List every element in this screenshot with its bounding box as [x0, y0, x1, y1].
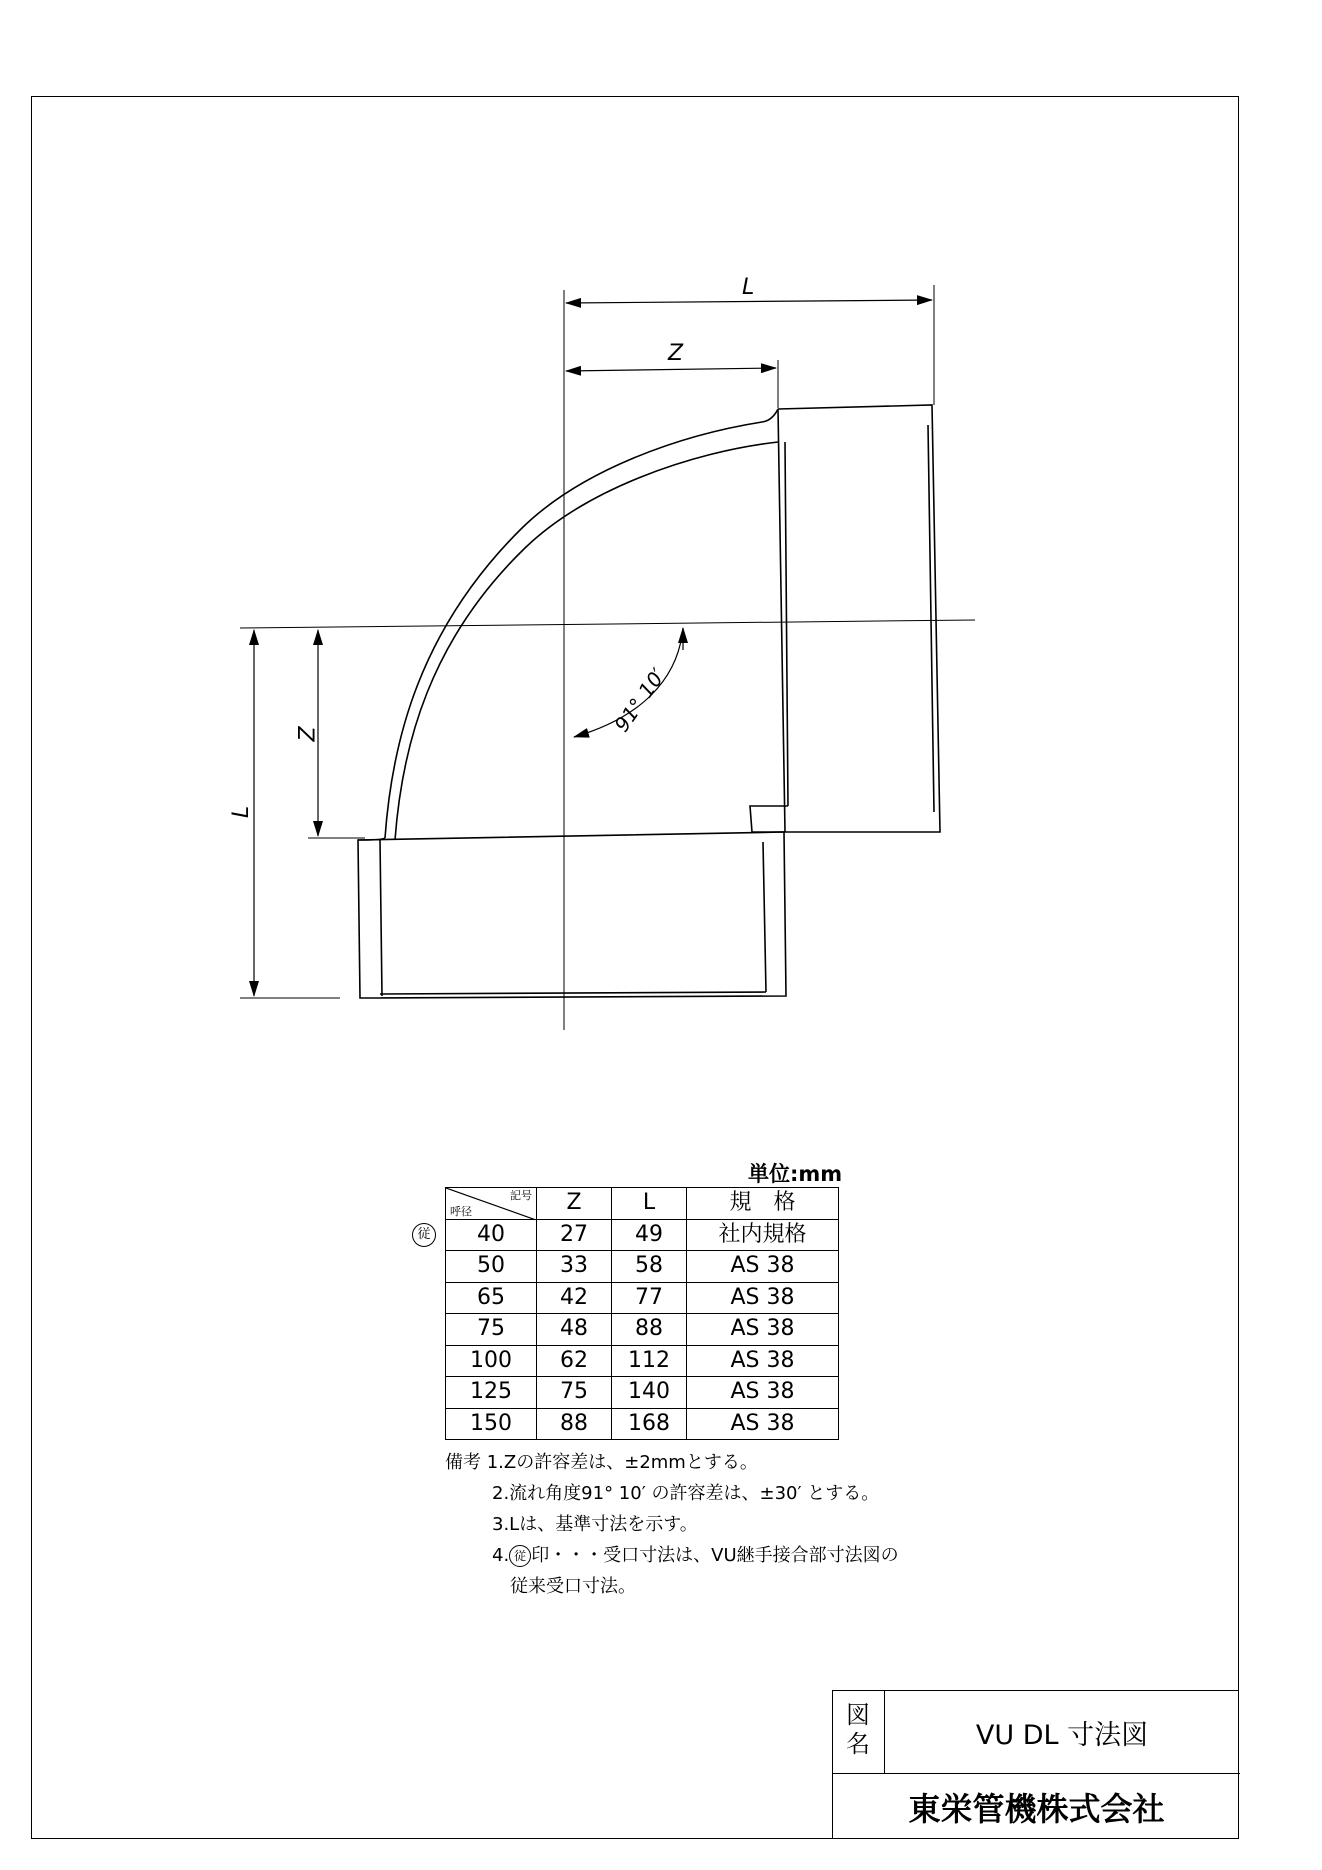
dim-L-left-label: L — [229, 805, 255, 819]
header-z: Z — [537, 1188, 612, 1220]
notes-prefix: 備考 — [445, 1452, 481, 1473]
drawing-name: VU DL 寸法図 — [975, 1719, 1149, 1751]
drawing-name-label: 図名 — [846, 1701, 870, 1758]
table-corner-cell — [446, 1188, 537, 1220]
note-4-marker: 従 — [509, 1545, 531, 1567]
angle-label: 91° 10′ — [609, 663, 671, 737]
note-4-text: 印・・・受口寸法は、VU継手接合部寸法図の — [531, 1545, 899, 1566]
cell-size: 65 — [446, 1282, 537, 1314]
note-4 — [445, 1540, 899, 1571]
dim-Z-top-label: Z — [668, 341, 684, 366]
table-row — [446, 1408, 839, 1440]
cell-standard: AS 38 — [687, 1408, 839, 1440]
cell-size: 150 — [446, 1408, 537, 1440]
cell-l: 112 — [612, 1345, 687, 1377]
table-row — [446, 1345, 839, 1377]
cell-size: 100 — [446, 1345, 537, 1377]
cell-z: 88 — [537, 1408, 612, 1440]
cell-l: 88 — [612, 1314, 687, 1346]
notes-block — [445, 1447, 899, 1602]
company-name: 東栄管機株式会社 — [908, 1790, 1165, 1828]
note-3: 3.Lは、基準寸法を示す。 — [492, 1514, 698, 1535]
note-2: 2.流れ角度91° 10′ の許容差は、±30′ とする。 — [492, 1483, 880, 1504]
unit-label: 単位:mm — [748, 1162, 843, 1186]
cell-standard: AS 38 — [687, 1377, 839, 1409]
dimension-table — [445, 1187, 839, 1440]
header-l: L — [612, 1188, 687, 1220]
table-row — [446, 1282, 839, 1314]
corner-top-label: 記号 — [510, 1189, 532, 1202]
cell-z: 75 — [537, 1377, 612, 1409]
corner-bottom-label: 呼径 — [450, 1204, 472, 1218]
title-block — [832, 1690, 1239, 1839]
note-4-number: 4. — [492, 1545, 510, 1566]
cell-standard: AS 38 — [687, 1282, 839, 1314]
cell-z: 27 — [537, 1219, 612, 1251]
table-row — [446, 1251, 839, 1283]
cell-standard: AS 38 — [687, 1314, 839, 1346]
dim-L-top-label: L — [742, 275, 755, 300]
cell-size: 75 — [446, 1314, 537, 1346]
note-1 — [445, 1447, 899, 1478]
note-1-text: 1.Zの許容差は、±2mmとする。 — [486, 1452, 758, 1473]
note-4-continued: 従来受口寸法。 — [510, 1576, 636, 1597]
cell-size: 125 — [446, 1377, 537, 1409]
cell-z: 33 — [537, 1251, 612, 1283]
table-header-row — [446, 1188, 839, 1220]
table-row — [446, 1314, 839, 1346]
cell-standard: 社内規格 — [687, 1219, 839, 1251]
cell-z: 62 — [537, 1345, 612, 1377]
cell-l: 140 — [612, 1377, 687, 1409]
cell-size: 40 — [446, 1219, 537, 1251]
cell-l: 49 — [612, 1219, 687, 1251]
cell-size: 50 — [446, 1251, 537, 1283]
table-row — [446, 1219, 839, 1251]
cell-standard: AS 38 — [687, 1251, 839, 1283]
legacy-marker: 従 — [412, 1223, 436, 1247]
header-standard: 規 格 — [687, 1188, 839, 1220]
cell-l: 77 — [612, 1282, 687, 1314]
cell-standard: AS 38 — [687, 1345, 839, 1377]
table-row — [446, 1377, 839, 1409]
cell-l: 168 — [612, 1408, 687, 1440]
cell-l: 58 — [612, 1251, 687, 1283]
cell-z: 48 — [537, 1314, 612, 1346]
cell-z: 42 — [537, 1282, 612, 1314]
dim-Z-left-label: Z — [295, 726, 321, 742]
